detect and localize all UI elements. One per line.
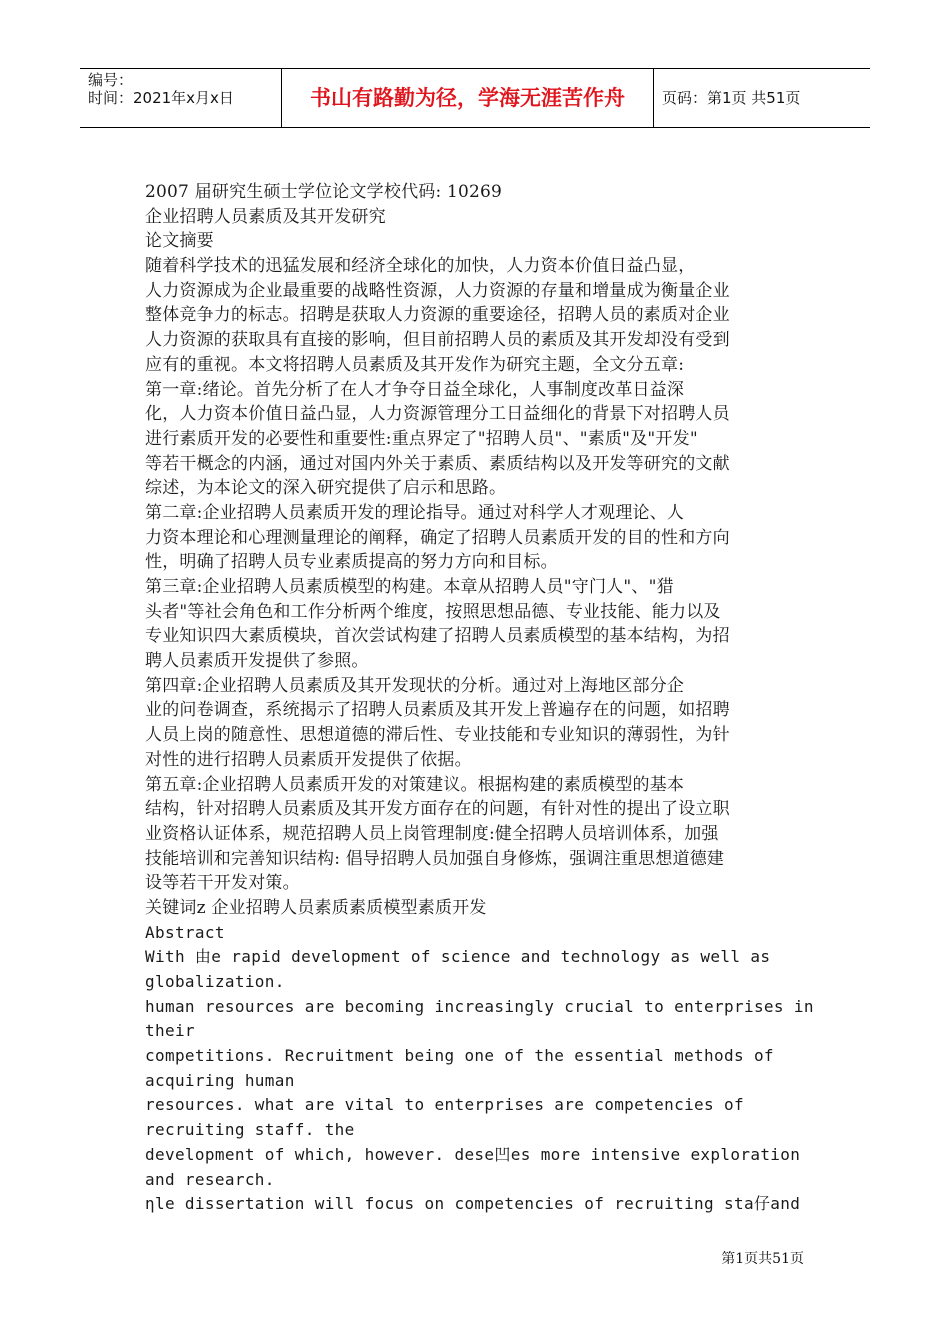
thesis-title: 企业招聘人员素质及其开发研究 — [145, 206, 386, 227]
text-line: 进行素质开发的必要性和重要性:重点界定了"招聘人员"、"素质"及"开发" — [145, 428, 698, 449]
english-line: resources. what are vital to enterprises are competencies of — [145, 1095, 744, 1115]
text-line: 随着科学技术的迅猛发展和经济全球化的加快，人力资本价值日益凸显， — [145, 256, 696, 277]
code-label: 编号： — [88, 71, 134, 89]
time-label: 时间：2021年x月x日 — [88, 89, 234, 107]
page-header — [80, 68, 870, 128]
text-line: 对性的进行招聘人员素质开发提供了依据。 — [145, 749, 472, 770]
text-line: 整体竞争力的标志。招聘是获取人力资源的重要途径，招聘人员的素质对企业 — [145, 305, 730, 326]
abstract-heading-en: Abstract — [145, 922, 225, 942]
english-line: globalization. — [145, 972, 285, 991]
text-line: 综述，为本论文的深入研究提供了启示和思路。 — [145, 478, 507, 499]
text-line: 聘人员素质开发提供了参照。 — [145, 651, 369, 672]
chapter-1-line: 第一章:绪论。首先分析了在人才争夺日益全球化，人事制度改革日益深 — [145, 379, 685, 400]
document-body — [145, 180, 814, 1217]
english-line: recruiting staff. the — [145, 1120, 355, 1140]
text-line: 应有的重视。本文将招聘人员素质及其开发作为研究主题，全文分五章: — [145, 354, 685, 375]
english-line: competitions. Recruitment being one of the essential methods of — [145, 1046, 774, 1066]
abstract-heading-cn: 论文摘要 — [145, 231, 214, 252]
text-line: 业的问卷调查，系统揭示了招聘人员素质及其开发上普遍存在的问题，如招聘 — [145, 700, 730, 721]
text-line: 业资格认证体系，规范招聘人员上岗管理制度:健全招聘人员培训体系，加强 — [145, 823, 719, 844]
english-line: acquiring human — [145, 1070, 295, 1090]
text-line: 人员上岗的随意性、思想道德的滞后性、专业技能和专业知识的薄弱性，为针 — [145, 725, 730, 746]
chapter-5-line: 第五章:企业招聘人员素质开发的对策建议。根据构建的素质模型的基本 — [145, 774, 685, 795]
text-line: 化，人力资本价值日益凸显，人力资源管理分工日益细化的背景下对招聘人员 — [145, 404, 730, 425]
thesis-meta-line: 2007 届研究生硕士学位论文学校代码: 10269 — [145, 182, 503, 202]
chapter-4-line: 第四章:企业招聘人员素质及其开发现状的分析。通过对上海地区部分企 — [145, 675, 685, 696]
text-line: 头者"等社会角色和工作分析两个维度，按照思想品德、专业技能、能力以及 — [145, 601, 721, 622]
header-motto: 书山有路勤为径，学海无涯苦作舟 — [281, 69, 654, 127]
text-line: 人力资源的获取具有直接的影响，但目前招聘人员的素质及其开发却没有受到 — [145, 330, 730, 351]
text-line: 结构，针对招聘人员素质及其开发方面存在的问题，有针对性的提出了设立职 — [145, 799, 730, 820]
english-line: development of which, however. dese凹es more intensive exploration — [145, 1144, 801, 1164]
page-footer: 第1页共51页 — [721, 1251, 804, 1267]
english-line: and research. — [145, 1169, 275, 1189]
text-line: 专业知识四大素质模块，首次尝试构建了招聘人员素质模型的基本结构，为招 — [145, 626, 730, 647]
chapter-3-line: 第三章:企业招聘人员素质模型的构建。本章从招聘人员"守门人"、"猎 — [145, 577, 674, 597]
text-line: 力资本理论和心理测量理论的阐释，确定了招聘人员素质开发的目的性和方向 — [145, 527, 730, 548]
text-line: 性，明确了招聘人员专业素质提高的努力方向和目标。 — [145, 552, 558, 573]
text-line: 等若干概念的内涵，通过对国内外关于素质、素质结构以及开发等研究的文献 — [145, 453, 730, 474]
english-line: human resources are becoming increasingly crucial to enterprises in — [145, 996, 814, 1016]
keywords-line: 关键词z 企业招聘人员素质素质模型素质开发 — [145, 897, 487, 918]
english-line: their — [145, 1021, 195, 1041]
chapter-2-line: 第二章:企业招聘人员素质开发的理论指导。通过对科学人才观理论、人 — [145, 502, 685, 523]
text-line: 人力资源成为企业最重要的战略性资源，人力资源的存量和增量成为衡量企业 — [145, 280, 730, 301]
header-page-info: 页码：第1页 共51页 — [662, 89, 801, 107]
text-line: 设等若干开发对策。 — [145, 873, 300, 894]
english-line: With 由e rapid development of science and technology as well as — [145, 947, 771, 967]
header-meta — [80, 69, 281, 127]
english-line: ηle dissertation will focus on competencies of recruiting sta仔and — [145, 1194, 801, 1214]
text-line: 技能培训和完善知识结构: 倡导招聘人员加强自身修炼，强调注重思想道德建 — [145, 848, 725, 869]
